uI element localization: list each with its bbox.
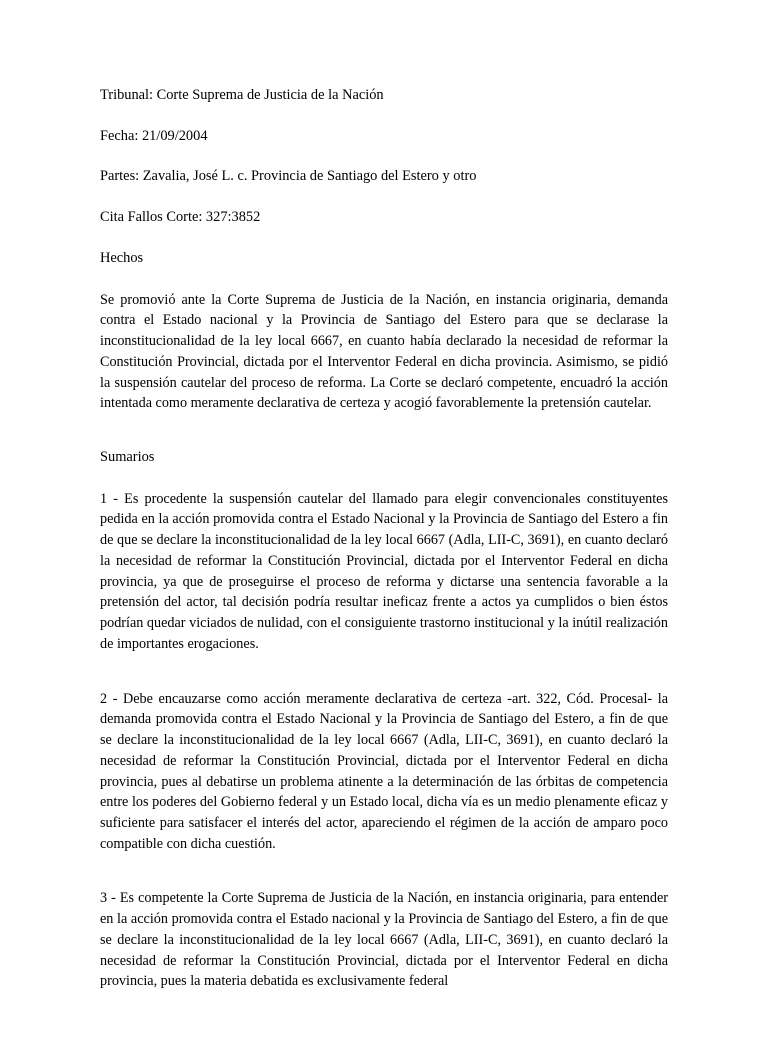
meta-tribunal: Tribunal: Corte Suprema de Justicia de la Nación: [100, 87, 384, 103]
meta-partes: Partes: Zavalia, José L. c. Provincia de Santiago del Estero y otro: [100, 168, 477, 185]
meta-fecha: Fecha: 21/09/2004: [100, 127, 208, 144]
sumario-item-3: 3 - Es competente la Corte Suprema de Justicia de la Nación, en instancia originaria, para entender en la acción promovida contra el Estado nacional y la Provincia de Santiago del Estero, a fin de que se declare la inconstitucionalidad de la ley local 6667 (Adla, LII-C, 3691), en cuanto declaró la necesidad de reformar la Constitución Provincial, dictada por el Interventor Federal en dicha provincia, pues la materia debatida es exclusivamente federal: [100, 890, 668, 990]
meta-cita: Cita Fallos Corte: 327:3852: [100, 209, 261, 226]
sumario-item-1: 1 - Es procedente la suspensión cautelar del llamado para elegir convencionales constituyentes pedida en la acción promovida contra el Estado Nacional y la Provincia de Santiago del Estero a fin de que se declare la inconstitucionalidad de la ley local 6667 (Adla, LII-C, 3691), en cuanto declaró la necesidad de reformar la Constitución Provincial, dictada por el Interventor Federal en dicha provincia, ya que de proseguirse el proceso de reforma y dictarse una sentencia favorable a la pretensión del actor, tal decisión podría resultar ineficaz frente a actos ya cumplidos o bien éstos podrían quedar viciados de nulidad, con el consiguiente trastorno institucional y la inútil realización de importantes erogaciones.: [100, 490, 668, 652]
hechos-heading: Hechos: [100, 249, 144, 266]
sumarios-heading: Sumarios: [100, 449, 155, 465]
sumario-item-2: 2 - Debe encauzarse como acción meramente declarativa de certeza -art. 322, Cód. Procesal- la demanda promovida contra el Estado Nacional y la Provincia de Santiago del Estero, a fin de que se declare la inconstitucionalidad de la ley local 6667 (Adla, LII-C, 3691), en cuanto declaró la necesidad de reformar la Constitución Provincial, dictada por el Interventor Federal en dicha provincia, pues al debatirse un problema atinente a la determinación de las órbitas de competencia entre los poderes del Gobierno federal y un Estado local, dicha vía es un medio plenamente eficaz y suficiente para satisfacer el interés del actor, apareciendo el régimen de la acción de amparo poco compatible con dicha cuestión.: [100, 690, 668, 852]
hechos-paragraph: Se promovió ante la Corte Suprema de Justicia de la Nación, en instancia originaria, demanda contra el Estado nacional y la Provincia de Santiago del Estero para que se declarase la inconstitucionalidad de la ley local 6667, en cuanto había declarado la necesidad de reformar la Constitución Provincial, dictada por el Interventor Federal en dicha provincia. Asimismo, se pidió la suspensión cautelar del proceso de reforma. La Corte se declaró competente, encuadró la acción intentada como meramente declarativa de certeza y acogió favorablemente la pretensión cautelar.: [100, 291, 668, 412]
